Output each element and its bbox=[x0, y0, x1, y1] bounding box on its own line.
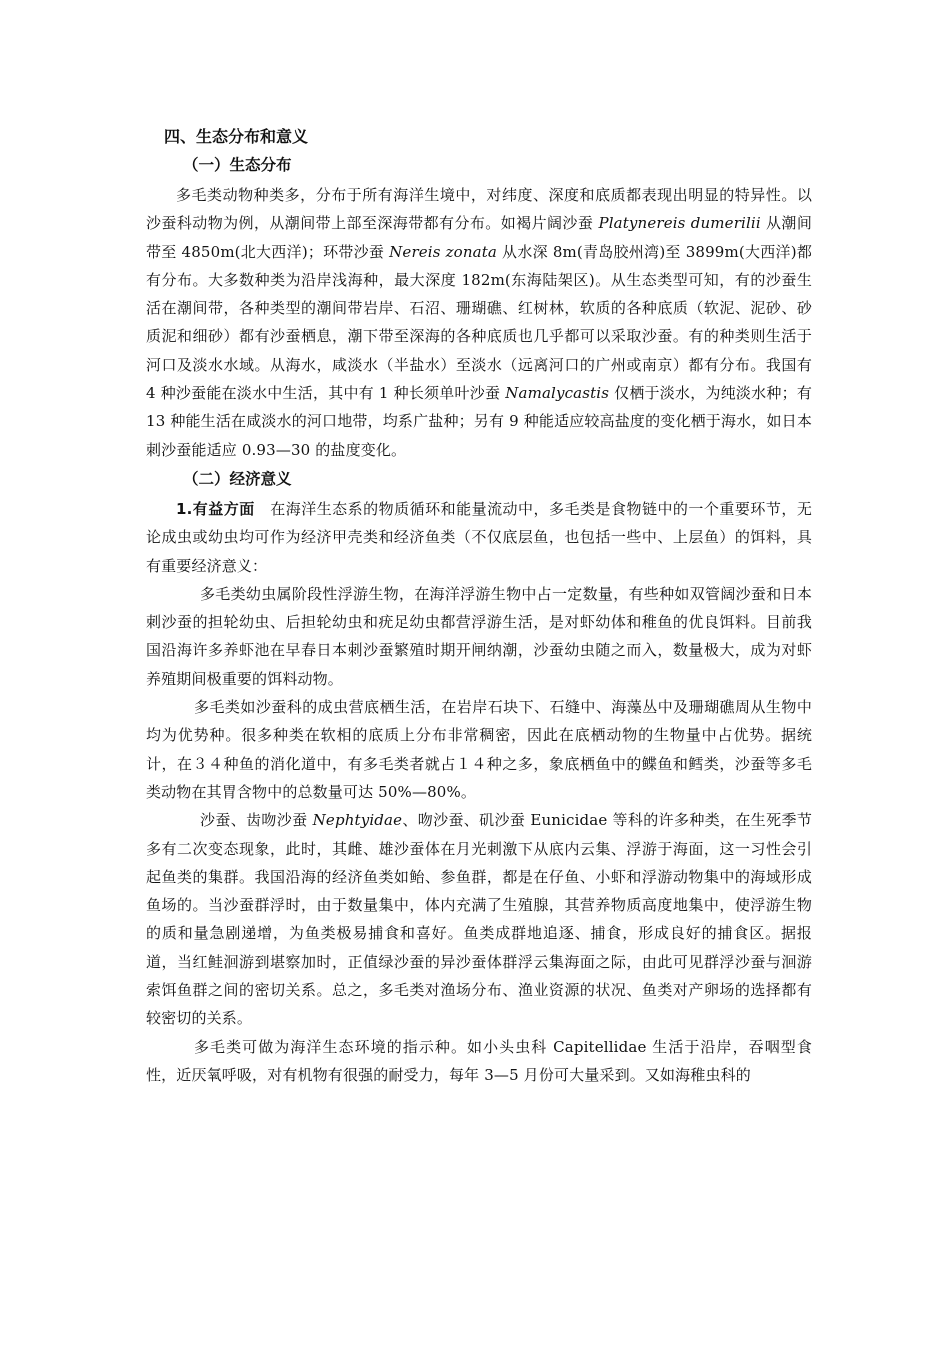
main-heading: 四、生态分布和意义 bbox=[164, 127, 309, 146]
text-run: 在海洋生态系的物质循环和能量流动中，多毛类是食物链中的一个重要环节，无论成虫或幼虫均可作为经济甲壳类和经济鱼类（不仅底层鱼，也包括一些中、上层鱼）的饵料，具有重要经济意义： bbox=[146, 499, 812, 575]
paragraph-distribution bbox=[146, 181, 812, 464]
document-body bbox=[146, 123, 812, 1089]
paragraph-benthic: 多毛类如沙蚕科的成虫营底栖生活，在岩岸石块下、石缝中、海藻丛中及珊瑚礁周从生物中均为优势种。很多种类在软相的底质上分布非常稠密，因此在底栖动物的生物量中占优势。据统计，在３４种鱼的消化道中，有多毛类者就占１４种之多，象底栖鱼中的鲽鱼和鳕类，沙蚕等多毛类动物在其胃含物中的总数量可达 50%—80%。 bbox=[146, 698, 812, 801]
section-heading-distribution: （一）生态分布 bbox=[183, 156, 292, 174]
text-run: 从潮间带至 4850m(北大西洋)；环带沙蚕 bbox=[146, 214, 813, 261]
paragraph-larvae: 多毛类幼虫属阶段性浮游生物，在海洋浮游生物中占一定数量，有些种如双管阔沙蚕和日本刺沙蚕的担轮幼虫、后担轮幼虫和疣足幼虫都营浮游生活，是对虾幼体和稚鱼的优良饵料。目前我国沿海许多养虾池在早春日本刺沙蚕繁殖时期开闸纳潮，沙蚕幼虫随之而入，数量极大，成为对虾养殖期间极重要的饵料动物。 bbox=[146, 584, 812, 688]
paragraph-swarming bbox=[146, 806, 812, 1032]
subsection-lead: 1.有益方面 bbox=[176, 499, 255, 518]
text-run: 从水深 8m(青岛胶州湾)至 3899m(大西洋)都有分布。大多数种类为沿岸浅海种，最大深度 182m(东海陆架区)。从生态类型可知，有的沙蚕生活在潮间带，各种类型的潮间带岩岸、石沼、珊瑚礁、红树林，软质的各种底质（软泥、泥砂、砂质泥和细砂）都有沙蚕栖息，潮下带至深海的各种底质也几乎都可以采取沙蚕。有的种类则生活于河口及淡水水域。从海水，咸淡水（半盐水）至淡水（远离河口的广州或南京）都有分布。我国有 4 种沙蚕能在淡水中生活，其中有 1 种长须单叶沙蚕 bbox=[146, 242, 812, 403]
species-name: Nereis zonata bbox=[389, 242, 498, 261]
text-run: 仅栖于淡水，为纯淡水种；有 13 种能生活在咸淡水的河口地带，均系广盐种；另有 9 种能适应较高盐度的变化栖于海水，如日本刺沙蚕能适应 0.93—30 的盐度变化。 bbox=[146, 384, 813, 459]
text-run: 、吻沙蚕、矶沙蚕 Eunicidae 等科的许多种类，在生死季节多有二次变态现象，此时，其雌、雄沙蚕体在月光刺激下从底内云集、浮游于海面，这一习性会引起鱼类的集群。我国沿海的经济鱼类如鲐、参鱼群，都是在仔鱼、小虾和浮游动物集中的海域形成鱼场的。当沙蚕群浮时，由于数量集中，体内充满了生殖腺，其营养物质高度地集中，使浮游生物的质和量急剧递增，为鱼类极易捕食和喜好。鱼类成群地追逐、捕食，形成良好的捕食区。据报道，当红鲑洄游到堪察加时，正值绿沙蚕的异沙蚕体群浮云集海面之际，由此可见群浮沙蚕与洄游索饵鱼群之间的密切关系。总之，多毛类对渔场分布、渔业资源的状况、鱼类对产卵场的选择都有较密切的关系。 bbox=[146, 811, 812, 1028]
species-name: Platynereis dumerilii bbox=[598, 214, 761, 233]
paragraph-indicator: 多毛类可做为海洋生态环境的指示种。如小头虫科 Capitellidae 生活于沿岸，吞咽型食性，近厌氧呼吸，对有机物有很强的耐受力，每年 3—5 月份可大量采到。又如海稚虫科的 bbox=[146, 1037, 812, 1084]
section-heading-economic: （二）经济意义 bbox=[183, 469, 292, 488]
text-run: 沙蚕、齿吻沙蚕 bbox=[200, 811, 313, 830]
family-name: Nephtyidae bbox=[312, 811, 403, 830]
paragraph-benefits bbox=[146, 495, 812, 580]
text-run: 多毛类动物种类多，分布于所有海洋生境中，对纬度、深度和底质都表现出明显的特异性。以沙蚕科动物为例，从潮间带上部至深海带都有分布。如褐片阔沙蚕 bbox=[146, 186, 812, 233]
species-name: Namalycastis bbox=[505, 384, 610, 403]
